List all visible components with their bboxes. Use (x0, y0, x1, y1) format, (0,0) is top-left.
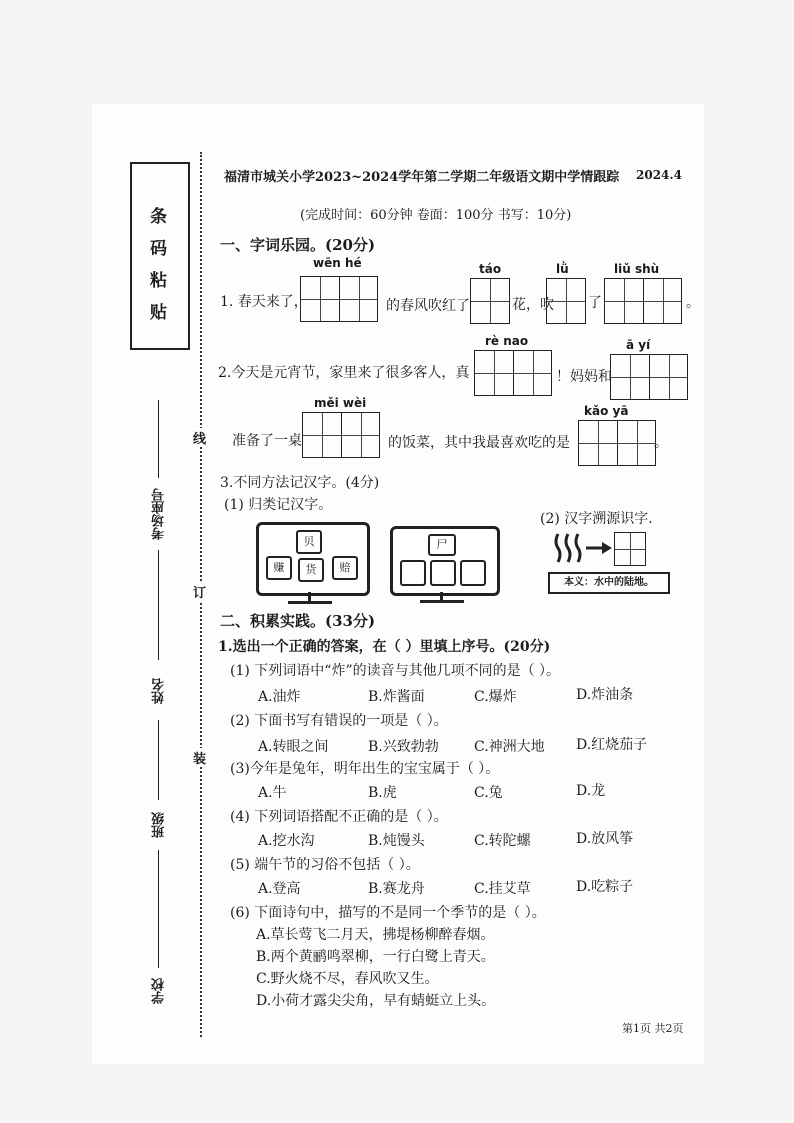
option[interactable]: B.虎 (368, 785, 397, 801)
option[interactable]: B.两个黄鹂鸣翠柳，一行白鹭上青天。 (256, 949, 495, 965)
section-heading: 一、字词乐园。(20分) (220, 236, 376, 254)
option[interactable]: D.吃粽子 (576, 879, 634, 895)
option[interactable]: C.兔 (474, 785, 503, 801)
question-stem: (5) 端午节的习俗不包括（ ）。 (230, 857, 420, 873)
question-text: 的饭菜，其中我最喜欢吃的是 (388, 435, 570, 451)
pinyin: kǎo yā (584, 404, 629, 418)
class-label: 班级 (152, 812, 167, 838)
question-stem: (1) 下列词语中“炸”的读音与其他几项不同的是（ ）。 (230, 663, 561, 679)
question-text: 2.今天是元宵节，家里来了很多客人，真 (218, 365, 470, 381)
exam-seat-line (158, 400, 159, 478)
barcode-char: 粘 (150, 271, 167, 291)
class-fill-line (158, 850, 159, 968)
option[interactable]: B.赛龙舟 (368, 881, 425, 897)
ancient-water-glyph-icon (552, 532, 586, 564)
tianzige-box[interactable] (614, 532, 646, 566)
exam-seat-fill-line (158, 550, 159, 660)
character-card: 贝 (296, 530, 322, 554)
option[interactable]: A.牛 (258, 785, 287, 801)
option[interactable]: B.炖馒头 (368, 833, 425, 849)
seal-char: 装 (193, 748, 206, 767)
option[interactable]: A.草长莺飞二月天，拂堤杨柳醉春烟。 (256, 927, 495, 943)
page-number: 第1页 共2页 (622, 1022, 684, 1035)
question-text: (1) 归类记汉字。 (224, 497, 333, 513)
option[interactable]: C.挂艾草 (474, 881, 531, 897)
option[interactable]: D.龙 (576, 783, 606, 799)
tianzige-box[interactable] (610, 354, 688, 400)
pinyin: ā yí (626, 338, 651, 352)
pinyin: lǜ (556, 262, 569, 276)
tv-base (288, 601, 332, 604)
question-text: 了 (588, 295, 602, 311)
name-fill-line (158, 720, 159, 800)
question-stem: (3)今年是兔年，明年出生的宝宝属于（ ）。 (230, 761, 500, 777)
option[interactable]: B.兴致勃勃 (368, 739, 439, 755)
tianzige-box[interactable] (300, 276, 378, 322)
option[interactable]: A.油炸 (258, 689, 301, 705)
option[interactable]: D.炸油条 (576, 687, 634, 703)
name-label: 姓名 (152, 678, 167, 704)
barcode-char: 贴 (150, 303, 167, 323)
answer-card[interactable] (430, 560, 456, 586)
character-card: 赔 (332, 556, 358, 580)
option[interactable]: B.炸酱面 (368, 689, 425, 705)
character-card: 赚 (266, 556, 292, 580)
option[interactable]: C.神洲大地 (474, 739, 545, 755)
exam-date: 2024.4 (636, 168, 682, 182)
section-heading: 二、积累实践。(33分) (220, 612, 376, 630)
pinyin: měi wèi (314, 396, 367, 410)
question-text: 准备了一桌 (232, 433, 302, 449)
pinyin: rè nao (485, 334, 529, 348)
option[interactable]: C.野火烧不尽，春风吹又生。 (256, 971, 439, 987)
option[interactable]: C.爆炸 (474, 689, 517, 705)
tianzige-box[interactable] (302, 412, 380, 458)
barcode-area (130, 162, 190, 350)
option[interactable]: A.转眼之间 (258, 739, 329, 755)
question-stem: (4) 下列词语搭配不正确的是（ ）。 (230, 809, 448, 825)
page-title: 福清市城关小学2023~2024学年第二学期二年级语文期中学情跟踪 (224, 170, 620, 185)
option[interactable]: A.挖水沟 (258, 833, 315, 849)
pinyin: wēn hé (313, 256, 362, 270)
question-text: 。 (654, 435, 668, 451)
pinyin: táo (479, 262, 502, 276)
option[interactable]: D.小荷才露尖尖角，早有蜻蜓立上头。 (256, 993, 496, 1009)
question-stem: (6) 下面诗句中，描写的不是同一个季节的是（ ）。 (230, 905, 546, 921)
question-text: 花，吹 (512, 297, 554, 313)
arrow-right-icon (586, 540, 614, 556)
option[interactable]: D.红烧茄子 (576, 737, 648, 753)
question-text: 1.选出一个正确的答案，在（ ）里填上序号。(20分) (218, 639, 551, 655)
answer-card[interactable] (400, 560, 426, 586)
option[interactable]: D.放风筝 (576, 831, 634, 847)
character-card: 货 (298, 558, 324, 582)
exam-seat-label: 考场座号 (152, 488, 167, 540)
barcode-char: 条 (150, 207, 167, 227)
barcode-char: 码 (150, 239, 167, 259)
pinyin: liǔ shù (614, 262, 660, 276)
seal-char: 线 (193, 428, 206, 447)
question-text: 1. 春天来了， (220, 294, 308, 310)
answer-card[interactable] (460, 560, 486, 586)
tianzige-box[interactable] (474, 350, 552, 396)
meaning-caption: 本义：水中的陆地。 (548, 572, 670, 594)
question-text: 的春风吹红了 (386, 298, 470, 314)
tianzige-box[interactable] (470, 278, 510, 324)
option[interactable]: C.转陀螺 (474, 833, 531, 849)
question-text: ！妈妈和 (556, 369, 612, 385)
exam-info: (完成时间：60分钟 卷面：100分 书写：10分) (300, 208, 572, 223)
question-text: 。 (686, 295, 700, 311)
option[interactable]: A.登高 (258, 881, 301, 897)
character-card: 尸 (428, 534, 456, 556)
tianzige-box[interactable] (604, 278, 682, 324)
question-stem: (2) 下面书写有错误的一项是（ ）。 (230, 713, 448, 729)
seal-char: 订 (193, 582, 206, 601)
question-text: 3.不同方法记汉字。(4分) (220, 475, 380, 491)
school-label: 学校 (152, 978, 167, 1004)
tianzige-box[interactable] (578, 420, 656, 466)
question-text: (2) 汉字溯源识字. (540, 511, 653, 527)
tv-base (420, 600, 464, 603)
tianzige-box[interactable] (546, 278, 586, 324)
